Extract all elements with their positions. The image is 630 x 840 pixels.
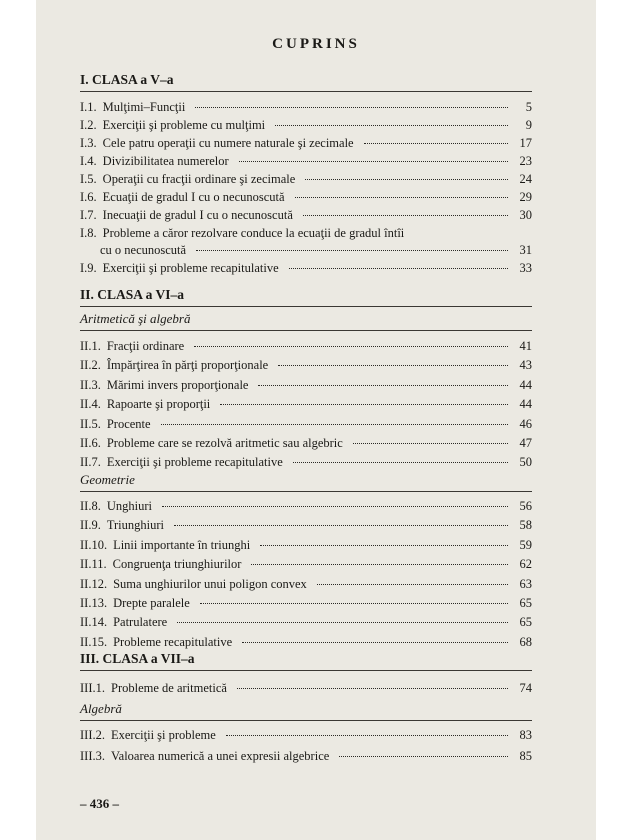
entry-page: 44 (519, 377, 532, 392)
toc-entry[interactable] (80, 498, 532, 514)
entry-page: 74 (519, 681, 532, 695)
toc-entry[interactable] (80, 614, 532, 630)
entry-number: I.3. (80, 136, 97, 150)
book-page (36, 0, 596, 840)
section-rule (80, 670, 532, 671)
entry-title: Valoarea numerică a unei expresii algebrice (111, 749, 330, 763)
entry-number: I.1. (80, 100, 97, 114)
section-heading: I. CLASA a V–a (80, 72, 174, 87)
entry-page: 47 (519, 436, 532, 450)
leader-dots (289, 268, 508, 269)
entry-page: 85 (519, 749, 532, 763)
entry-title: Exerciţii şi probleme recapitulative (106, 455, 283, 470)
entry-page: 62 (519, 557, 532, 572)
toc-entry[interactable] (80, 576, 532, 592)
entry-title: Inecuaţii de gradul I cu o necunoscută (102, 208, 293, 222)
entry-number: II.8. (80, 499, 101, 513)
entry-page: 56 (519, 499, 532, 513)
entry-title: Exerciţii şi probleme (111, 728, 216, 742)
toc-entry[interactable] (80, 207, 532, 223)
entry-page: 59 (519, 537, 532, 552)
toc-entry[interactable] (80, 396, 532, 412)
leader-dots (305, 179, 508, 180)
entry-title: Linii importante în triunghi (113, 537, 251, 552)
section-rule (80, 306, 532, 307)
toc-entry[interactable] (80, 595, 532, 611)
toc-entry[interactable] (80, 454, 532, 470)
section-heading: III. CLASA a VII–a (80, 651, 195, 666)
leader-dots (226, 735, 508, 736)
entry-page: 58 (519, 518, 532, 533)
leader-dots (293, 462, 508, 463)
entry-number: II.9. (80, 518, 101, 533)
entry-title: Patrulatere (113, 615, 168, 630)
toc-entry[interactable] (80, 377, 532, 393)
leader-dots (353, 443, 508, 444)
entry-page: 30 (519, 208, 532, 222)
toc-entry[interactable] (80, 435, 532, 451)
entry-page: 65 (519, 596, 532, 610)
leader-dots (258, 385, 508, 386)
entry-page: 41 (519, 339, 532, 353)
entry-title: Probleme recapitulative (113, 634, 233, 649)
subsection-rule (80, 491, 532, 492)
entry-page: 31 (519, 243, 532, 257)
entry-page: 68 (519, 634, 532, 649)
entry-number: II.6. (80, 436, 101, 450)
entry-title: Congruenţa triunghiurilor (112, 557, 242, 572)
entry-title: Divizibilitatea numerelor (102, 154, 229, 168)
entry-page: 44 (519, 397, 532, 412)
leader-dots (260, 545, 508, 546)
toc-entry[interactable] (80, 338, 532, 354)
entry-page: 23 (519, 154, 532, 168)
entry-number: II.4. (80, 397, 101, 412)
entry-title: Drepte paralele (113, 596, 190, 610)
entry-page: 50 (519, 455, 532, 470)
section-heading: II. CLASA a VI–a (80, 287, 185, 302)
toc-entry[interactable] (80, 727, 532, 743)
entry-page: 65 (519, 615, 532, 630)
leader-dots (200, 603, 508, 604)
entry-number: II.7. (80, 455, 101, 470)
entry-title: Exerciţii şi probleme cu mulţimi (102, 118, 266, 132)
leader-dots (303, 215, 508, 216)
entry-page: 17 (519, 136, 532, 150)
leader-dots (317, 584, 508, 585)
entry-number: II.1. (80, 339, 101, 353)
leader-dots (339, 756, 508, 757)
entry-number: II.10. (80, 537, 108, 552)
entry-title: Suma unghiurilor unui poligon convex (113, 576, 307, 591)
entry-page: 33 (519, 261, 532, 275)
section-rule (80, 91, 532, 92)
subsection-rule (80, 330, 532, 331)
leader-dots (177, 622, 508, 623)
entry-number: III.2. (80, 728, 105, 742)
entry-page: 9 (525, 118, 532, 132)
entry-title: Exerciţii şi probleme recapitulative (102, 261, 279, 275)
leader-dots (220, 404, 508, 405)
entry-number: I.2. (80, 118, 97, 132)
toc-entry[interactable] (80, 171, 532, 187)
subsection-rule (80, 720, 532, 721)
entry-number: III.1. (80, 681, 105, 695)
leader-dots (242, 642, 508, 643)
entry-page: 46 (519, 416, 532, 431)
entry-title: Procente (106, 416, 151, 431)
leader-dots (237, 688, 508, 689)
entry-number: II.12. (80, 576, 108, 591)
toc-entry[interactable] (80, 135, 532, 151)
entry-number: II.11. (80, 557, 107, 572)
toc-entry[interactable] (80, 117, 532, 133)
leader-dots (194, 346, 508, 347)
entry-page: 63 (519, 576, 532, 591)
entry-title: Probleme care se rezolvă aritmetic sau algebric (106, 436, 343, 450)
entry-number: III.3. (80, 749, 105, 763)
entry-title: Rapoarte şi proporţii (106, 397, 211, 412)
toc-entry[interactable] (80, 225, 532, 241)
entry-page: 83 (519, 728, 532, 742)
leader-dots (162, 506, 508, 507)
toc-entry[interactable] (80, 99, 532, 115)
entry-number: II.3. (80, 377, 101, 392)
entry-title-continued: cu o necunoscută (100, 243, 187, 257)
toc-entry[interactable] (80, 416, 532, 432)
entry-number: I.4. (80, 154, 97, 168)
entry-title: Probleme a căror rezolvare conduce la ecuaţii de gradul întîi (102, 226, 405, 240)
leader-dots (239, 161, 508, 162)
toc-entry[interactable] (80, 634, 532, 650)
toc-entry[interactable] (80, 260, 532, 276)
entry-title: Operaţii cu fracţii ordinare şi zecimale (102, 172, 296, 186)
toc-entry[interactable] (80, 748, 532, 764)
entry-title: Unghiuri (106, 499, 152, 513)
subsection-title: Aritmetică şi algebră (80, 311, 191, 326)
entry-number: II.15. (80, 634, 108, 649)
entry-number: I.8. (80, 226, 97, 240)
leader-dots (275, 125, 508, 126)
entry-number: II.2. (80, 358, 101, 373)
entry-page: 5 (525, 100, 532, 114)
toc-entry[interactable] (80, 189, 532, 205)
toc-entry[interactable] (80, 357, 532, 373)
entry-title: Triunghiuri (106, 518, 165, 533)
leader-dots (196, 250, 508, 251)
entry-title: Împărţirea în părţi proporţionale (106, 358, 269, 373)
leader-dots (364, 143, 508, 144)
toc-entry[interactable] (80, 517, 532, 533)
leader-dots (251, 564, 508, 565)
entry-title: Probleme de aritmetică (111, 681, 227, 695)
entry-number: I.7. (80, 208, 97, 222)
toc-entry[interactable] (80, 153, 532, 169)
entry-number: I.9. (80, 261, 97, 275)
subsection-title: Algebră (80, 701, 122, 716)
entry-title: Fracţii ordinare (106, 339, 185, 353)
entry-title: Cele patru operaţii cu numere naturale şi zecimale (102, 136, 354, 150)
entry-page: 24 (519, 172, 532, 186)
subsection-title: Geometrie (80, 472, 135, 487)
entry-number: II.13. (80, 596, 108, 610)
entry-title: Ecuaţii de gradul I cu o necunoscută (102, 190, 285, 204)
entry-number: I.5. (80, 172, 97, 186)
page-title: CUPRINS (272, 36, 360, 52)
toc-entry-continuation[interactable] (80, 242, 532, 258)
toc-entry[interactable] (80, 556, 532, 572)
toc-entry[interactable] (80, 537, 532, 553)
leader-dots (295, 197, 508, 198)
entry-number: II.14. (80, 615, 108, 630)
leader-dots (195, 107, 508, 108)
leader-dots (278, 365, 508, 366)
page-number: – 436 – (80, 796, 119, 811)
leader-dots (174, 525, 508, 526)
entry-page: 43 (519, 358, 532, 373)
entry-page: 29 (519, 190, 532, 204)
entry-title: Mulţimi–Funcţii (102, 100, 186, 114)
entry-number: II.5. (80, 416, 101, 431)
entry-number: I.6. (80, 190, 97, 204)
entry-title: Mărimi invers proporţionale (106, 377, 249, 392)
leader-dots (161, 424, 508, 425)
toc-entry[interactable] (80, 680, 532, 696)
